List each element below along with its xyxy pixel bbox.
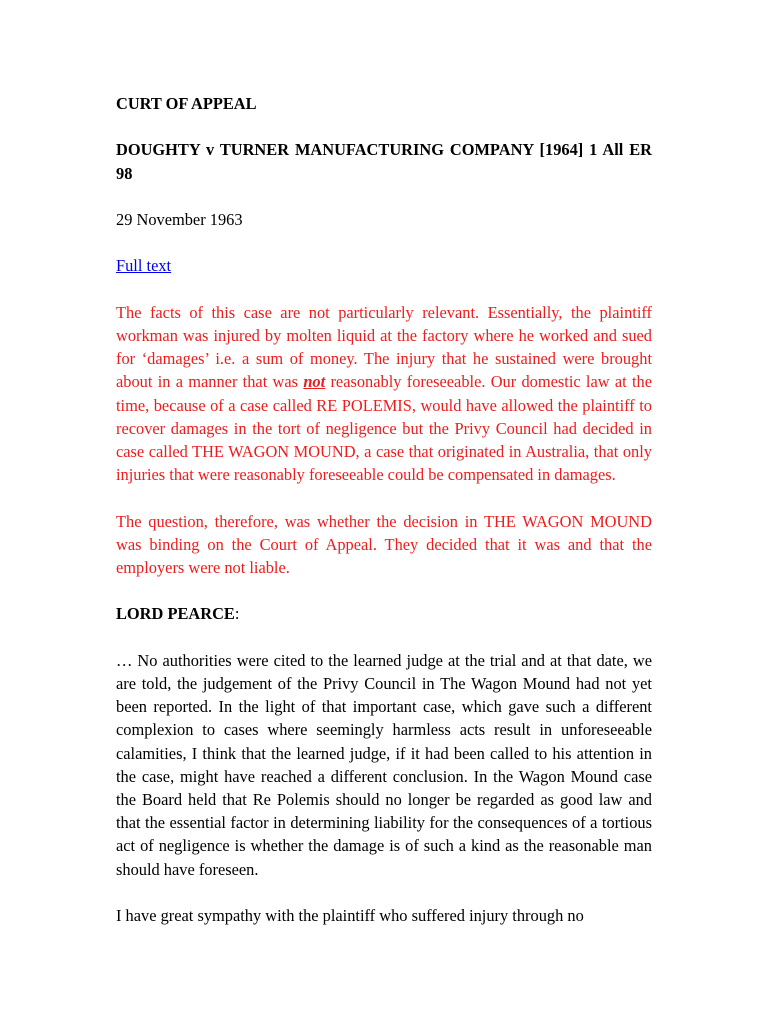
judgment-date: 29 November 1963 [116, 209, 243, 229]
judge-heading [116, 602, 652, 625]
judge-name: LORD PEARCE [116, 604, 235, 624]
full-text-link[interactable]: Full text [116, 256, 172, 276]
commentary-text-after: reasonably foreseeable. Our domestic law at the time, because of a case called RE POLEMIS, would have allowed the plaintiff to recover damages in the tort of negligence but the Privy Council had decided in case called THE WAGON MOUND, a case that originated in Australia, that only injuries that were reasonably foreseeable could be compensated in damages. [116, 372, 653, 485]
judgment-paragraph-2: I have great sympathy with the plaintiff who suffered injury through no [116, 905, 584, 925]
commentary-paragraph-1 [116, 301, 652, 487]
commentary-paragraph-2: The question, therefore, was whether the decision in THE WAGON MOUND was binding on the Court of Appeal. They decided that it was and that the employers were not liable. [116, 511, 652, 577]
document-page [116, 92, 652, 950]
emphasis-not: not [303, 372, 326, 392]
commentary-text-before: The facts of this case are not particularly relevant. Essentially, the plaintiff workman was injured by molten liquid at the factory where he worked and sued for ‘damages’ i.e. a sum of money. The injury that he sustained were brought about in a manner that was [116, 302, 652, 392]
court-heading: CURT OF APPEAL [116, 94, 257, 113]
judge-colon: : [234, 604, 240, 624]
judgment-paragraph-1: … No authorities were cited to the learned judge at the trial and at that date, we are told, the judgement of the Privy Council in The Wagon Mound had not yet been reported. In the light of that important case, which gave such a different complexion to cases where seemingly harmless acts result in unforeseeable calamities, I think that the learned judge, if it had been called to his attention in the case, might have reached a different conclusion. In the Wagon Mound case the Board held that Re Polemis should no longer be regarded as good law and that the essential factor in determining liability for the consequences of a tortious act of negligence is whether the damage is of such a kind as the reasonable man should have foreseen. [116, 650, 652, 879]
case-title: DOUGHTY v TURNER MANUFACTURING COMPANY [1964] 1 All ER 98 [116, 140, 652, 183]
full-text-paragraph [116, 254, 652, 277]
